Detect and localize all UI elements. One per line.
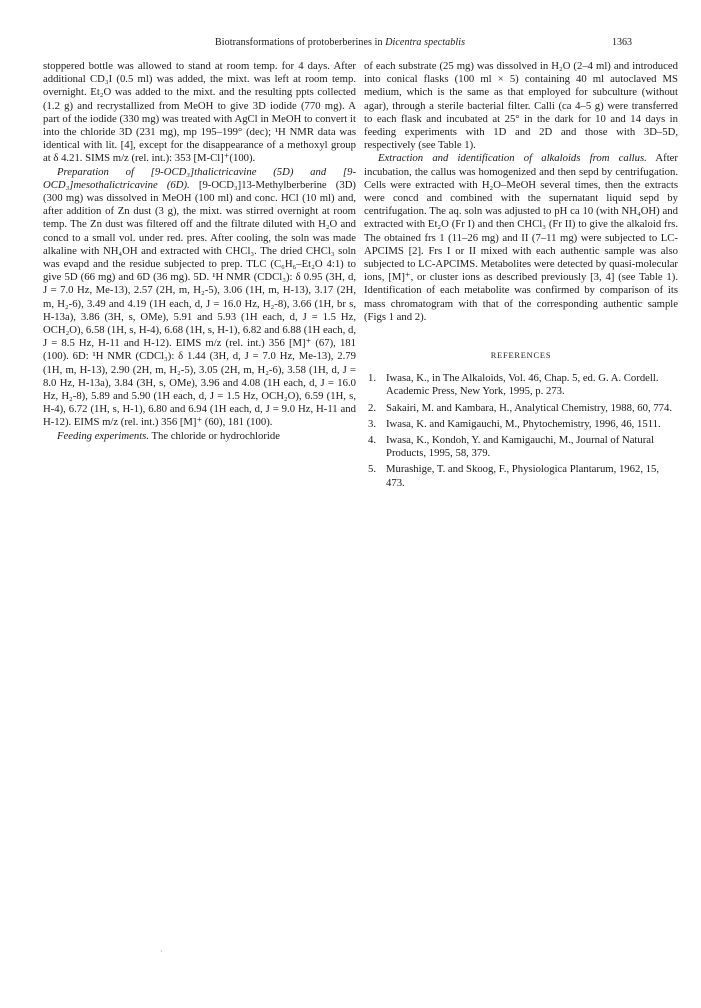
- reference-text: Iwasa, K., Kondoh, Y. and Kamigauchi, M., Journal of Natural Products, 1995, 58, 379.: [386, 434, 655, 460]
- reference-number: 3.: [368, 417, 377, 430]
- paragraph-body: [9-OCD₃]13-Methylberberine (3D) (300 mg) was dissolved in MeOH (100 ml) and conc. HCl (10 ml) and, after addition of Zn dust (3 g), the mixt. was stirred overnight at room temp. The Zn dust was filtered off and the filtrate diluted with H₂O and concd to a small vol. under red. pres. After cooling, the soln was made alkaline with NH₄OH and extracted with CHCl₃. The dried CHCl₃ soln was evapd and the residue subjected to prep. TLC (C₆H₆–Et₂O 4:1) to give 5D (66 mg) and 6D (36 mg). 5D. ¹H NMR (CDCl₃): δ 0.95 (3H, d, J = 7.0 Hz, Me-13), 2.57 (2H, m, H₂-5), 3.06 (1H, m, H-13), 3.17 (2H, m, H₂-6), 3.49 and 4.19 (1H each, d, J = 16.0 Hz, H₂-8), 3.66 (1H, br s, H-13a), 3.86 (3H, s, OMe), 5.91 and 5.93 (1H each, d, J = 1.5 Hz, OCH₂O), 6.58 (1H, s, H-4), 6.68 (1H, s, H-1), 6.82 and 6.88 (1H each, d, J = 8.5 Hz, H-11 and H-12). EIMS m/z (rel. int.) 356 [M]⁺ (67), 181 (100). 6D: ¹H NMR (CDCl₃): δ 1.44 (3H, d, J = 7.0 Hz, Me-13), 2.79 (1H, m, H-13), 2.90 (2H, m, H₂-5), 3.05 (2H, m, H₂-6), 3.58 (1H, d, J = 8.0 Hz, H-13a), 3.84 (3H, s, OMe), 3.96 and 4.08 (1H each, d, J = 16.0 Hz, H₂-8), 5.89 and 5.90 (1H each, d, J = 1.5 Hz, OCH₂O), 6.59 (1H, s, H-4), 6.72 (1H, s, H-1), 6.80 and 6.94 (1H each, d, J = 9.0 Hz, H-11 and H-12). EIMS m/z (rel. int.) 356 [M]⁺ (60), 181 (100).: [43, 178, 356, 429]
- extraction-paragraph: [364, 152, 678, 324]
- reference-number: 5.: [368, 463, 377, 476]
- reference-item: [364, 372, 678, 398]
- page-number: 1363: [612, 37, 632, 48]
- reference-text: Iwasa, K., in The Alkaloids, Vol. 46, Chap. 5, ed. G. A. Cordell. Academic Press, New York, 1995, p. 273.: [386, 372, 659, 398]
- reference-number: 2.: [368, 401, 377, 414]
- preparation-paragraph: [43, 166, 356, 430]
- references-list: [364, 372, 678, 490]
- body-paragraph: stoppered bottle was allowed to stand at room temp. for 4 days. After additional CD₃I (0.5 ml) was added, the mixt. was left at room temp. overnight. Et₂O was added to the mixt. and the resulting ppts collected (1.2 g) and recrystallized from MeOH to give 3D iodide (770 mg). A part of the iodide (330 mg) was treated with AgCl in MeOH to convert it into the chloride 3D (231 mg), mp 195–199° (dec); ¹H NMR data was identical with lit. [4], except for the disappearance of a methoxyl group at δ 4.21. SIMS m/z (rel. int.): 353 [M-Cl]⁺(100).: [43, 60, 356, 165]
- reference-text: Iwasa, K. and Kamigauchi, M., Phytochemistry, 1996, 46, 1511.: [386, 417, 661, 430]
- section-lead: Preparation of [9-OCD₃]thalictricavine (5D) and [9-OCD₃]mesothalictricavine (6D).: [43, 165, 356, 191]
- section-lead: Extraction and identification of alkaloids from callus.: [378, 152, 647, 165]
- reference-text: Sakairi, M. and Kambara, H., Analytical Chemistry, 1988, 60, 774.: [386, 401, 673, 414]
- scan-mark: ·: [160, 947, 163, 956]
- left-column: [43, 60, 356, 443]
- running-title-italic: Dicentra spectablis: [385, 37, 466, 48]
- references-heading: REFERENCES: [490, 351, 552, 361]
- reference-item: [364, 463, 678, 489]
- reference-number: 4.: [368, 434, 377, 447]
- paragraph-body: The chloride or hydrochloride: [149, 429, 280, 442]
- right-column: [364, 60, 678, 493]
- reference-text: Murashige, T. and Skoog, F., Physiologica Plantarum, 1962, 15, 473.: [386, 463, 660, 489]
- paragraph-body: After incubation, the callus was homogenized and then sepd by centrifugation. Cells were extracted with H₂O–MeOH several times, then the extracts were concd and combined with the supernatant liquid sepd by centrifugation. The aq. soln was adjusted to pH ca 10 (with NH₄OH) and extracted with Et₂O (Fr I) and then CHCl₃ (Fr II) to give the alkaloid frs. The obtained frs 1 (11–26 mg) and II (7–11 mg) were subjected to LC-APCIMS [2]. Frs I or II mixed with each authentic sample was also subjected to LC-APCIMS. Metabolites were detected by quasi-molecular ions, [M]⁺, or cluster ions as described previously [3, 4] (see Table 1). Identification of each metabolite was confirmed by comparison of its mass chromatogram with that of the corresponding authentic sample (Figs 1 and 2).: [364, 152, 678, 323]
- body-paragraph: of each substrate (25 mg) was dissolved in H₂O (2–4 ml) and introduced into conical flasks (100 ml × 5) containing 40 ml autoclaved MS medium, which is the same as that employed for subculture (without agar), through a sterile bacterial filter. Calli (ca 4–5 g) were transferred to each flask and incubated at 25° in the dark for 10 and 14 days in feeding experiments with 1D and 2D and those with 3D–5D, respectively (see Table 1).: [364, 60, 678, 152]
- reference-item: [364, 402, 678, 415]
- running-title: [215, 37, 515, 48]
- section-lead: Feeding experiments.: [57, 429, 149, 442]
- reference-item: [364, 434, 678, 460]
- feeding-paragraph: [43, 430, 356, 443]
- reference-item: [364, 418, 678, 431]
- running-title-plain: Biotransformations of protoberberines in: [215, 37, 386, 48]
- reference-number: 1.: [368, 372, 377, 385]
